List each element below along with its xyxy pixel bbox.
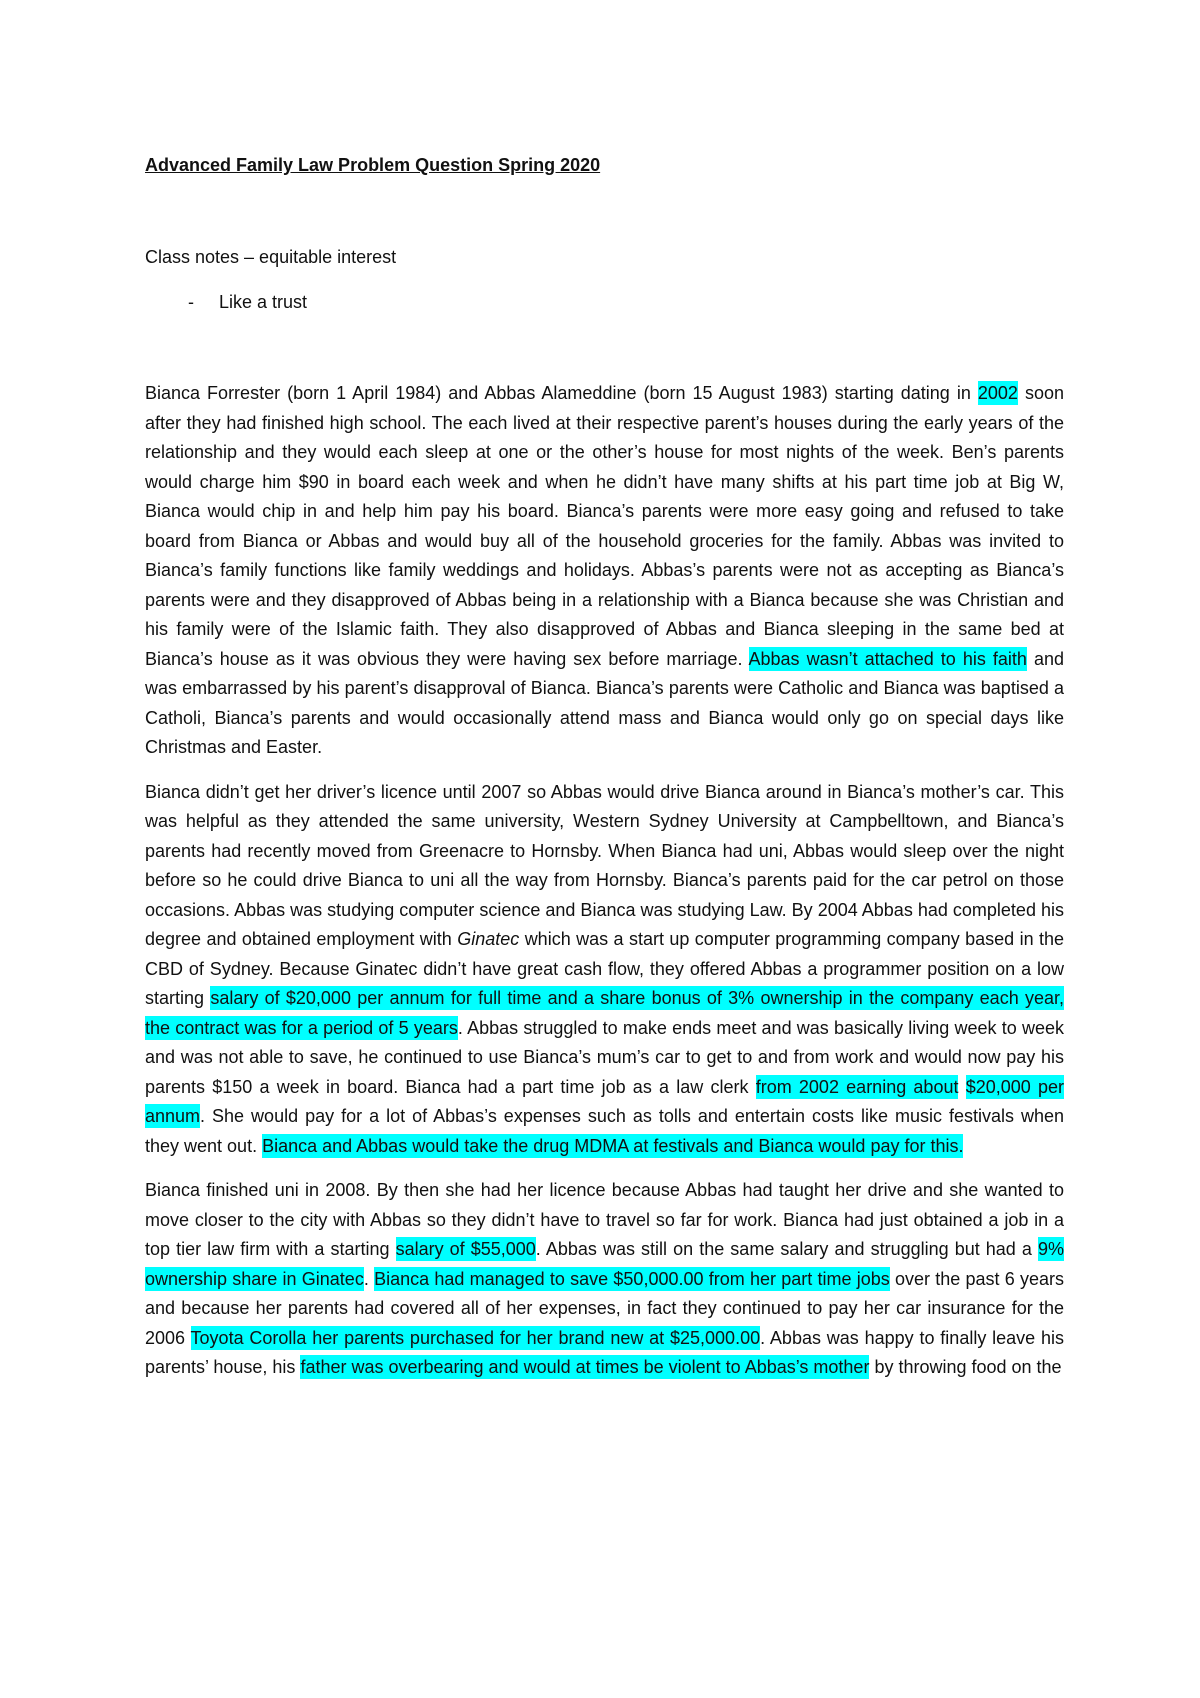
class-notes-bullet-item <box>145 287 1064 317</box>
bullet-marker: - <box>188 292 194 312</box>
text-segment: . <box>363 1268 375 1289</box>
highlighted-text: Abbas wasn’t attached to his faith <box>748 648 1027 669</box>
text-segment: Bianca didn’t get her driver’s licence until 2007 so Abbas would drive Bianca around in Bianca’s mother’s car. This was helpful as they attended the same university, Western Sydney University at Campbelltown, and Bianca’s parents had recently moved from Greenacre to Hornsby. When Bianca had uni, Abbas would sleep over the night before so he could drive Bianca to uni all the way from Hornsby. Bianca’s parents paid for the car petrol on those occasions. Abbas was studying computer science and Bianca was studying Law. By 2004 Abbas had completed his degree and obtained employment with <box>145 781 1064 949</box>
document-title: Advanced Family Law Problem Question Spring 2020 <box>145 155 601 175</box>
text-segment <box>958 1077 965 1097</box>
text-segment: over the past 6 years and because her parents had covered all of her expenses, in fact they continued to pay her car insurance for the 2006 <box>145 1268 1064 1348</box>
body-paragraph <box>145 778 1064 1162</box>
highlighted-text: father was overbearing and would at times be violent to Abbas’s mother <box>300 1357 870 1377</box>
highlighted-text: 9% ownership share in Ginatec <box>145 1239 1064 1289</box>
text-segment: by throwing food on the <box>869 1357 1062 1377</box>
highlighted-text: from 2002 earning about <box>755 1076 959 1097</box>
text-segment: Bianca Forrester (born 1 April 1984) and Abbas Alameddine (born 15 August 1983) starting dating in <box>145 383 978 403</box>
body-text <box>145 379 1064 1383</box>
highlighted-text: Bianca and Abbas would take the drug MDMA at festivals and Bianca would pay for this. <box>262 1135 964 1156</box>
class-notes-heading: Class notes – equitable interest <box>145 247 397 267</box>
text-segment: . Abbas was still on the same salary and struggling but had a <box>535 1239 1038 1259</box>
text-segment: . Abbas struggled to make ends meet and was basically living week to week and was not able to save, he continued to use Bianca’s mum’s car to get to and from work and would now pay his parents $150 a week in board. Bianca had a part time job as a law clerk <box>145 1017 1064 1097</box>
bullet-text: Like a trust <box>219 292 308 312</box>
italic-text: Ginatec <box>457 929 520 949</box>
body-paragraph <box>145 379 1064 763</box>
highlighted-text: $20,000 per annum <box>145 1076 1064 1126</box>
text-segment: Bianca finished uni in 2008. By then she had her licence because Abbas had taught her drive and she wanted to move closer to the city with Abbas so they didn’t have to travel so far for work. Bianca had just obtained a job in a top tier law firm with a starting <box>145 1180 1064 1259</box>
highlighted-text: salary of $20,000 per annum for full time and a share bonus of 3% ownership in the company each year, the contract was for a period of 5 years <box>145 988 1065 1038</box>
highlighted-text: Bianca had managed to save $50,000.00 from her part time jobs <box>374 1268 890 1289</box>
text-segment: which was a start up computer programming company based in the CBD of Sydney. Because Ginatec didn’t have great cash flow, they offered Abbas a programmer position on a low starting <box>145 929 1065 1008</box>
document-content <box>145 150 1064 1398</box>
text-segment: . Abbas was happy to finally leave his parents’ house, his <box>145 1327 1065 1377</box>
body-paragraph <box>145 1176 1064 1383</box>
text-segment: . She would pay for a lot of Abbas’s expenses such as tolls and entertain costs like music festivals when they went out. <box>145 1106 1064 1156</box>
text-segment: and was embarrassed by his parent’s disapproval of Bianca. Bianca’s parents were Catholic and Bianca was baptised a Catholi, Bianca’s parents and would occasionally attend mass and Bianca would only go on special days like Christmas and Easter. <box>145 648 1064 757</box>
highlighted-text: salary of $55,000 <box>395 1239 536 1259</box>
highlighted-text: 2002 <box>977 383 1018 403</box>
text-segment: soon after they had finished high school. The each lived at their respective parent’s houses during the early years of the relationship and they would each sleep at one or the other’s house for most nights of the week. Ben’s parents would charge him $90 in board each week and when he didn’t have many shifts at his part time job at Big W, Bianca would chip in and help him pay his board. Bianca’s parents were more easy going and refused to take board from Bianca or Abbas and would buy all of the household groceries for the family. Abbas was invited to Bianca’s family functions like family weddings and holidays. Abbas’s parents were not as accepting as Bianca’s parents were and they disapproved of Abbas being in a relationship with a Bianca because she was Christian and his family were of the Islamic faith. They also disapproved of Abbas and Bianca sleeping in the same bed at Bianca’s house as it was obvious they were having sex before marriage. <box>145 383 1064 669</box>
highlighted-text: Toyota Corolla her parents purchased for her brand new at $25,000.00 <box>190 1327 761 1348</box>
